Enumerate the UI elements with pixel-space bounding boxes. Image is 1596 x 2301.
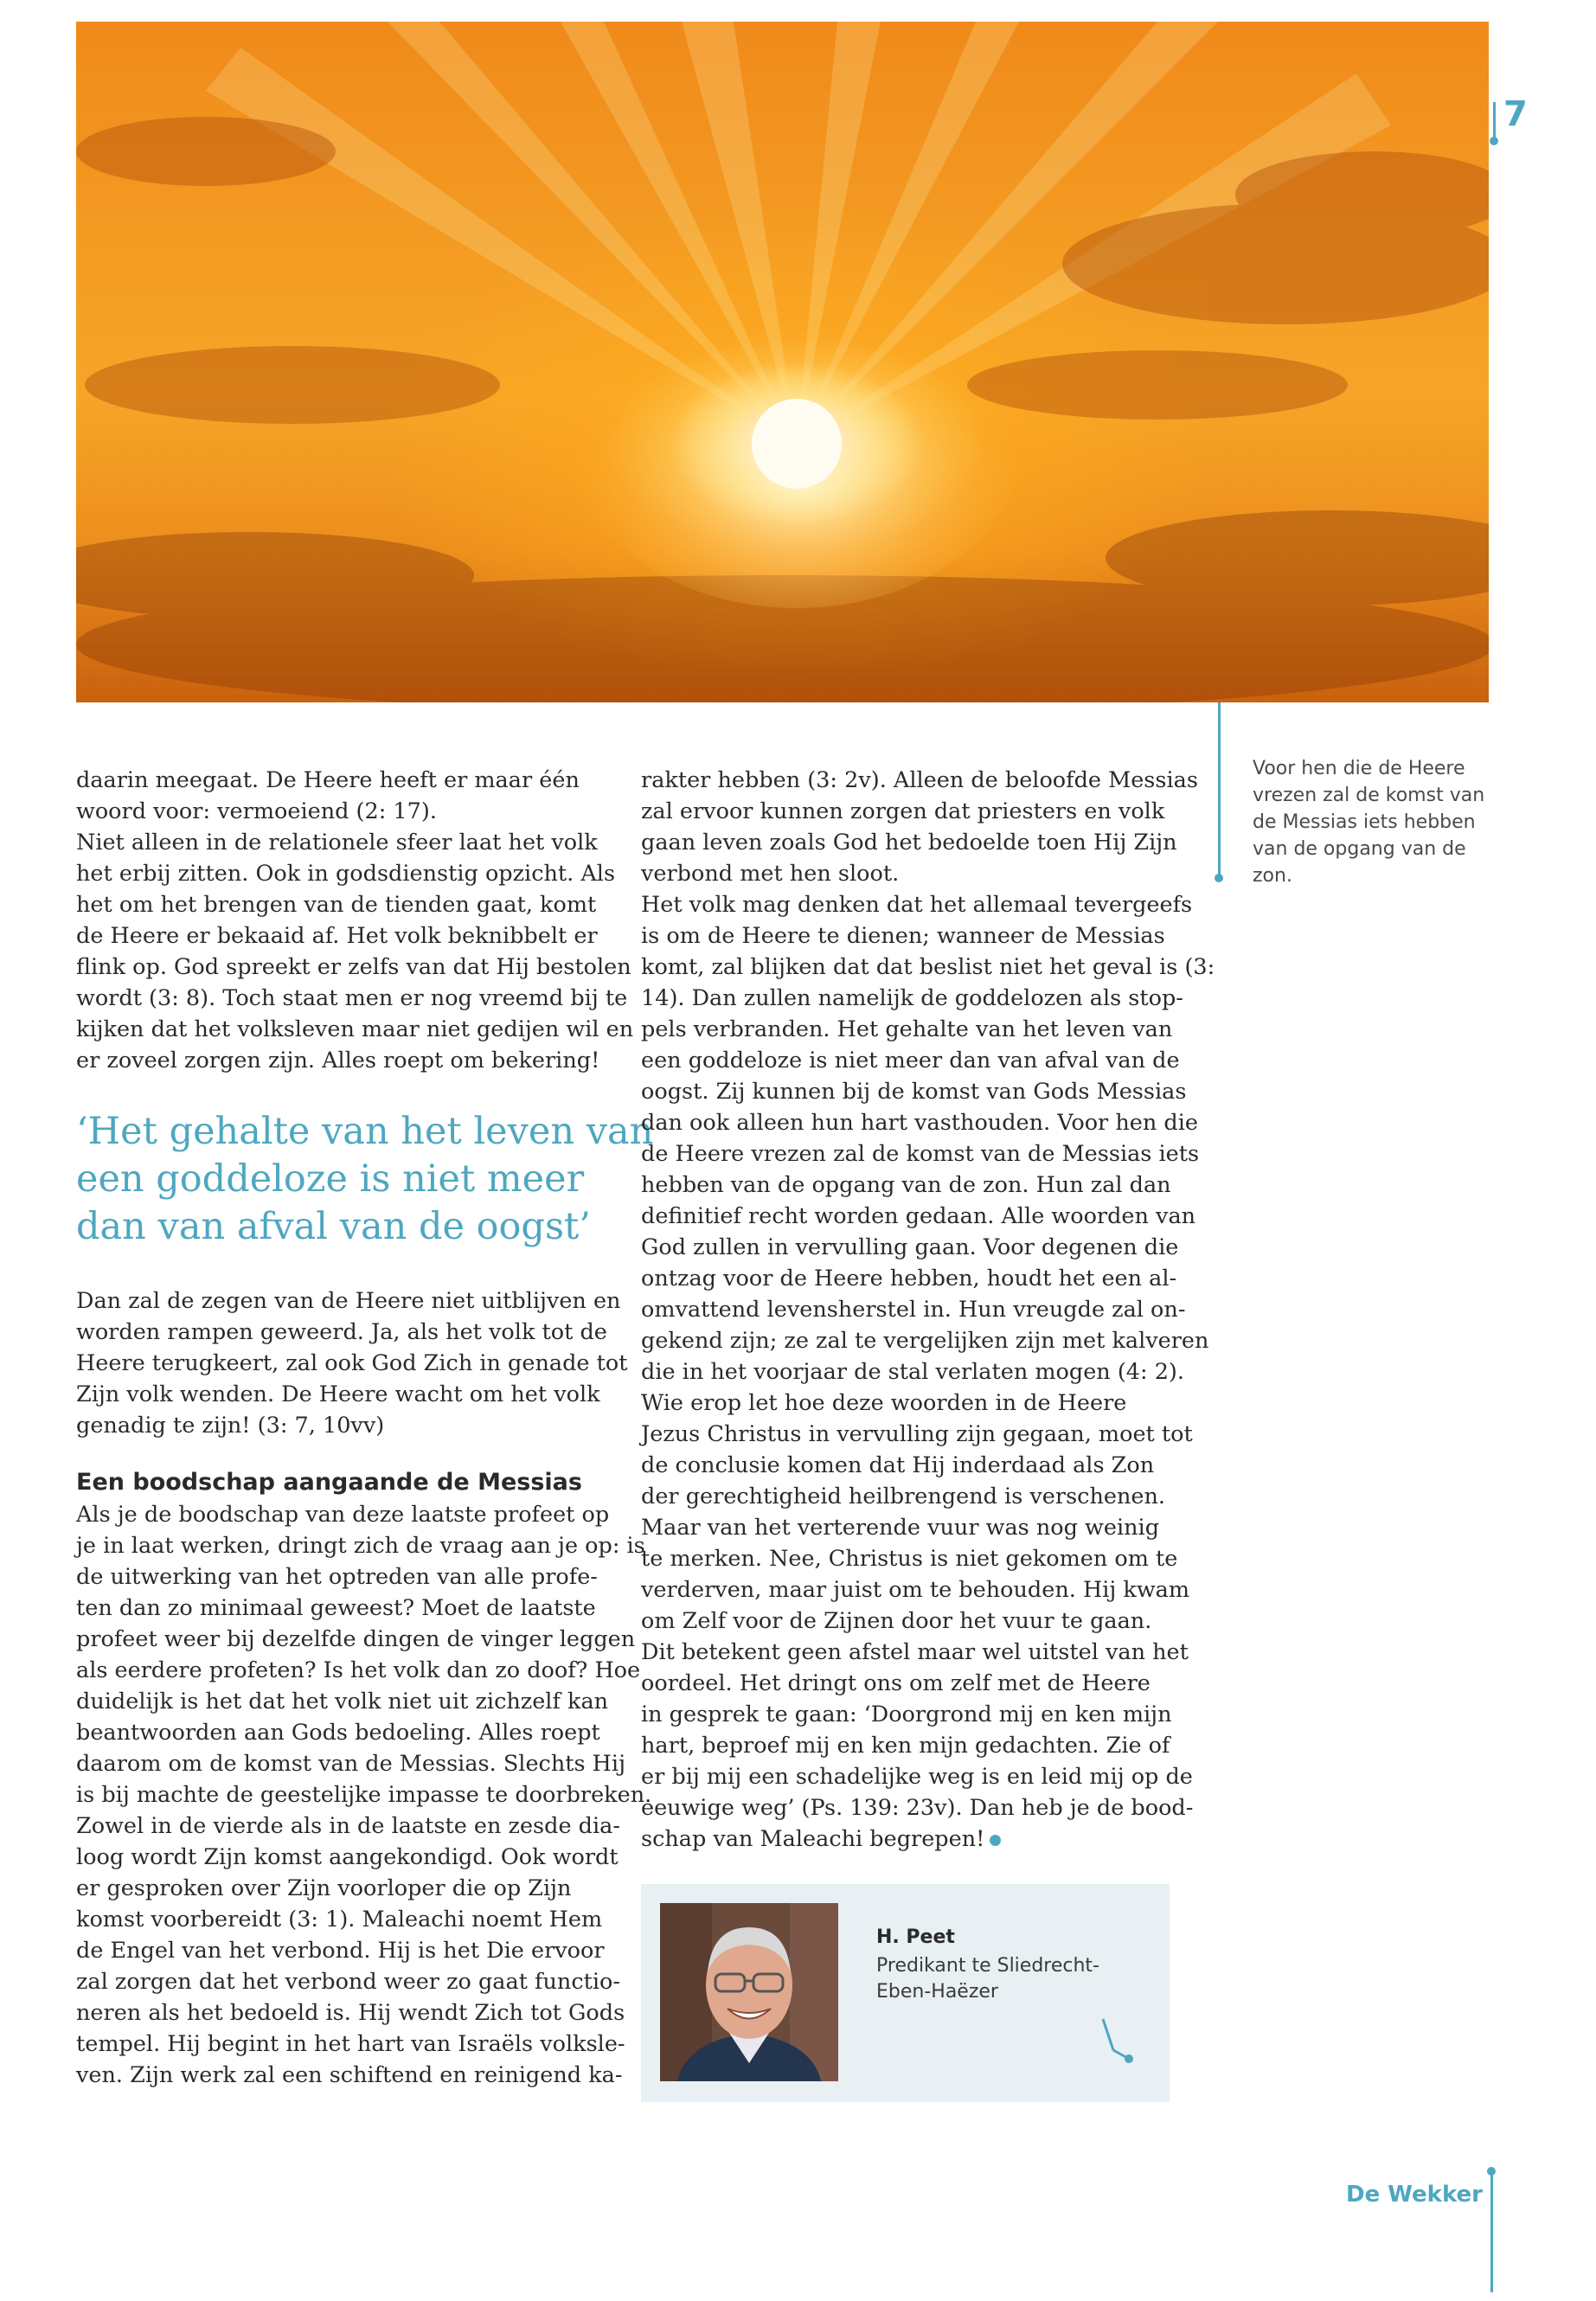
column-2 (641, 765, 1215, 1855)
decorative-arrow-icon (1099, 2016, 1134, 2067)
text-line: een goddeloze is niet meer dan van afval van de (641, 1048, 1180, 1074)
text-line: er bij mij een schadelijke weg is en leid mij op de (641, 1764, 1193, 1790)
page-number-dot (1490, 137, 1498, 145)
quote-line: een goddeloze is niet meer (76, 1157, 585, 1201)
text-line: duidelijk is het dat het volk niet uit zichzelf kan (76, 1689, 609, 1715)
caption-line: van de opgang van de (1253, 838, 1466, 860)
text-line: daarom om de komst van de Messias. Slechts Hij (76, 1751, 625, 1777)
text-line: tempel. Hij begint in het hart van Israëls volksle- (76, 2031, 625, 2057)
text-line: Niet alleen in de relationele sfeer laat het volk (76, 830, 598, 856)
text-line: komst voorbereidt (3: 1). Maleachi noemt Hem (76, 1907, 603, 1932)
text-line: Zijn volk wenden. De Heere wacht om het volk (76, 1381, 600, 1407)
text-line: worden rampen geweerd. Ja, als het volk tot de (76, 1319, 607, 1345)
author-role-line: Predikant te Sliedrecht- (876, 1955, 1099, 1977)
text-line: de uitwerking van het optreden van alle profe- (76, 1564, 598, 1590)
text-line: er gesproken over Zijn voorloper die op Zijn (76, 1875, 572, 1901)
text-line: die in het voorjaar de stal verlaten mogen (4: 2). (641, 1359, 1184, 1385)
author-photo (660, 1903, 838, 2081)
text-line: omvattend levensherstel in. Hun vreugde zal on- (641, 1297, 1186, 1323)
text-line: eeuwige weg’ (Ps. 139: 23v). Dan heb je de bood- (641, 1795, 1194, 1821)
text-line: wordt (3: 8). Toch staat men er nog vreemd bij te (76, 985, 628, 1011)
caption-line: vrezen zal de komst van (1253, 785, 1485, 806)
side-caption (1253, 755, 1484, 889)
text-line: rakter hebben (3: 2v). Alleen de beloofde Messias (641, 767, 1198, 793)
section-subheading: Een boodschap aangaande de Messias (76, 1469, 582, 1496)
sunset-photo (76, 22, 1489, 702)
text-line: der gerechtigheid heilbrengend is verschenen. (641, 1484, 1166, 1509)
text-line: Maar van het verterende vuur was nog weinig (641, 1515, 1160, 1541)
text-line: Dan zal de zegen van de Heere niet uitblijven en (76, 1288, 621, 1314)
text-line: als eerdere profeten? Is het volk dan zo doof? Hoe (76, 1657, 641, 1683)
text-line: pels verbranden. Het gehalte van het leven van (641, 1016, 1173, 1042)
author-role (876, 1953, 1099, 2005)
text-line: verderven, maar juist om te behouden. Hij kwam (641, 1577, 1190, 1603)
text-line: hebben van de opgang van de zon. Hun zal dan (641, 1172, 1171, 1198)
text-line: in gesprek te gaan: ‘Doorgrond mij en ken mijn (641, 1702, 1172, 1727)
text-line: beantwoorden aan Gods bedoeling. Alles roept (76, 1720, 600, 1746)
quote-line: ‘Het gehalte van het leven van (76, 1110, 654, 1153)
text-line: hart, beproef mij en ken mijn gedachten. Zie of (641, 1733, 1170, 1759)
caption-line: de Messias iets hebben (1253, 811, 1476, 833)
text-line: dan ook alleen hun hart vasthouden. Voor hen die (641, 1110, 1198, 1136)
column-1-bottom (76, 1499, 652, 2091)
text-line: het om het brengen van de tienden gaat, komt (76, 892, 597, 918)
end-mark-icon (990, 1835, 1001, 1846)
text-line: woord voor: vermoeiend (2: 17). (76, 798, 437, 824)
text-line: ven. Zijn werk zal een schiftend en reinigend ka- (76, 2062, 623, 2088)
author-name: H. Peet (876, 1926, 955, 1948)
text-line: profeet weer bij dezelfde dingen de vinger leggen (76, 1626, 636, 1652)
text-line: Zowel in de vierde als in de laatste en zesde dia- (76, 1813, 620, 1839)
text-line: oogst. Zij kunnen bij de komst van Gods Messias (641, 1079, 1187, 1105)
text-line-last (641, 1823, 1177, 1855)
text-line: kijken dat het volksleven maar niet gedijen wil en (76, 1016, 634, 1042)
text-line: komt, zal blijken dat dat beslist niet het geval is (3: (641, 954, 1215, 980)
side-caption-dot (1215, 874, 1223, 882)
text-line: Wie erop let hoe deze woorden in de Heere (641, 1390, 1127, 1416)
text-line: zal zorgen dat het verbond weer zo gaat functio- (76, 1969, 620, 1995)
magazine-name: De Wekker (1346, 2182, 1483, 2208)
caption-line: zon. (1253, 865, 1292, 887)
column-1-top (76, 765, 634, 1076)
footer-rule (1490, 2171, 1493, 2292)
text-line: loog wordt Zijn komst aangekondigd. Ook wordt (76, 1844, 619, 1870)
text-line: Het volk mag denken dat het allemaal tevergeefs (641, 892, 1193, 918)
text-line: te merken. Nee, Christus is niet gekomen om te (641, 1546, 1178, 1572)
text-line: definitief recht worden gedaan. Alle woorden van (641, 1203, 1196, 1229)
text-line: 14). Dan zullen namelijk de goddelozen als stop- (641, 985, 1183, 1011)
text-line: is om de Heere te dienen; wanneer de Messias (641, 923, 1165, 949)
text-line: oordeel. Het dringt ons om zelf met de Heere (641, 1670, 1151, 1696)
author-box (641, 1884, 1170, 2102)
text-line: de Heere er bekaaid af. Het volk beknibbelt er (76, 923, 598, 949)
text-line: ten dan zo minimaal geweest? Moet de laatste (76, 1595, 596, 1621)
text-line: zal ervoor kunnen zorgen dat priesters en volk (641, 798, 1165, 824)
text-line: de conclusie komen dat Hij inderdaad als Zon (641, 1452, 1155, 1478)
page-number: 7 (1503, 94, 1528, 134)
text-line: het erbij zitten. Ook in godsdienstig opzicht. Als (76, 861, 616, 887)
text-line: verbond met hen sloot. (641, 861, 900, 887)
text-line: daarin meegaat. De Heere heeft er maar één (76, 767, 580, 793)
column-1-mid (76, 1285, 628, 1441)
text-line: je in laat werken, dringt zich de vraag aan je op: is (76, 1533, 645, 1559)
text-line: God zullen in vervulling gaan. Voor degenen die (641, 1234, 1179, 1260)
text-line: gekend zijn; ze zal te vergelijken zijn met kalveren (641, 1328, 1209, 1354)
text-line: is bij machte de geestelijke impasse te doorbreken. (76, 1782, 652, 1808)
text-line: neren als het bedoeld is. Hij wendt Zich tot Gods (76, 2000, 625, 2026)
sun-rays-graphic (76, 22, 1489, 702)
text-line: er zoveel zorgen zijn. Alles roept om bekering! (76, 1048, 600, 1074)
text-line: genadig te zijn! (3: 7, 10vv) (76, 1413, 385, 1439)
pull-quote (76, 1108, 654, 1251)
text-line: Als je de boodschap van deze laatste profeet op (76, 1502, 610, 1528)
text-line: om Zelf voor de Zijnen door het vuur te gaan. (641, 1608, 1152, 1634)
quote-line: dan van afval van de oogst’ (76, 1205, 591, 1248)
text-line: de Heere vrezen zal de komst van de Messias iets (641, 1141, 1200, 1167)
text-line: Jezus Christus in vervulling zijn gegaan, moet tot (641, 1421, 1193, 1447)
text-line: Dit betekent geen afstel maar wel uitstel van het (641, 1639, 1189, 1665)
caption-line: Voor hen die de Heere (1253, 758, 1465, 779)
text-line: de Engel van het verbond. Hij is het Die ervoor (76, 1938, 605, 1964)
author-role-line: Eben-Haëzer (876, 1981, 998, 2003)
text-line-text: schap van Maleachi begrepen! (641, 1826, 985, 1852)
side-caption-rule (1218, 702, 1221, 879)
author-portrait-graphic (660, 1903, 838, 2081)
page-number-rule (1493, 102, 1496, 140)
text-line: gaan leven zoals God het bedoelde toen Hij Zijn (641, 830, 1177, 856)
text-line: Heere terugkeert, zal ook God Zich in genade tot (76, 1350, 628, 1376)
text-line: ontzag voor de Heere hebben, houdt het een al- (641, 1266, 1177, 1292)
text-line: flink op. God spreekt er zelfs van dat Hij bestolen (76, 954, 631, 980)
